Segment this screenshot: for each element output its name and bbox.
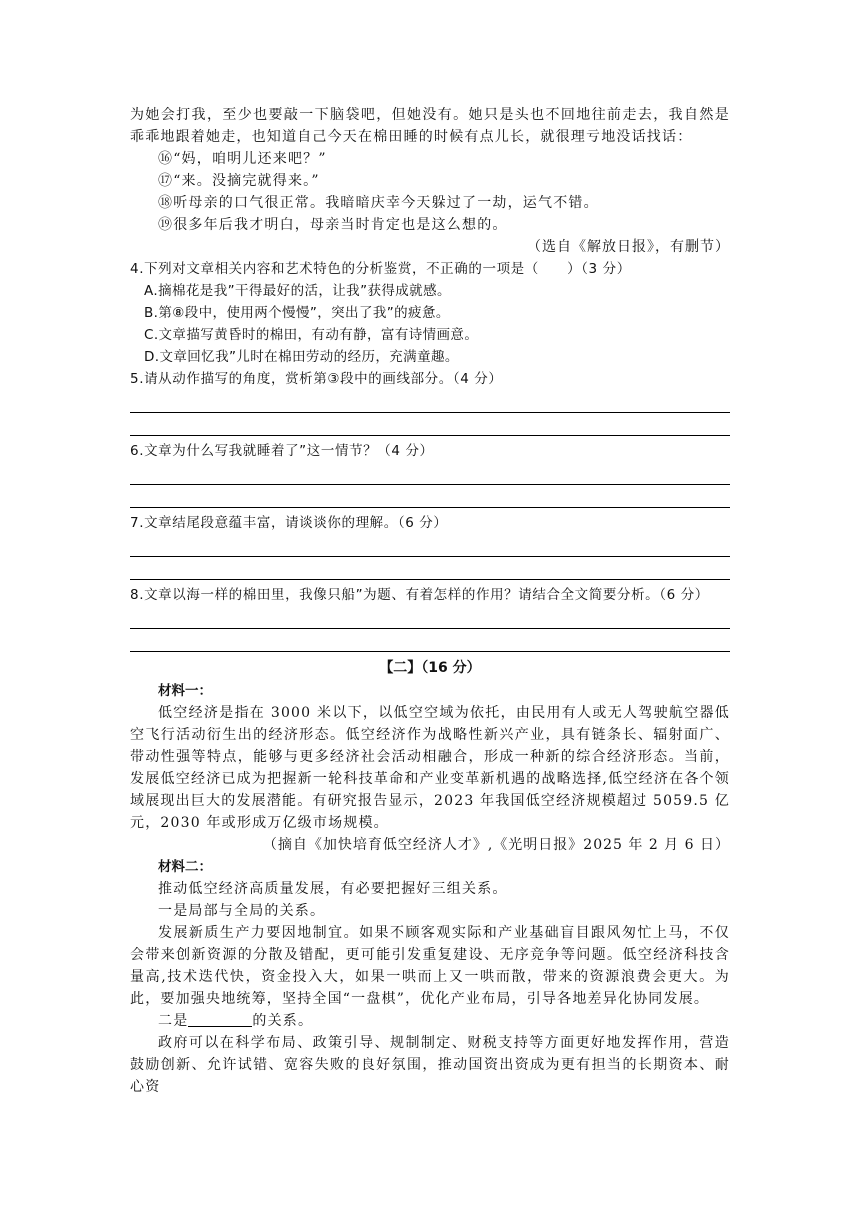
passage-source: （选自《解放日报》，有删节） xyxy=(527,239,730,255)
question-4: 4.下列对文章相关内容和艺术特色的分析鉴赏，不正确的一项是（ ）（3 分） xyxy=(130,261,631,277)
answer-line[interactable] xyxy=(130,485,730,508)
question-5: 5.请从动作描写的角度，赏析第③段中的画线部分。（4 分） xyxy=(130,371,503,387)
material-1-label: 材料一： xyxy=(158,683,212,699)
passage-paragraph-cont: 为她会打我，至少也要敲一下脑袋吧，但她没有。她只是头也不回地往前走去，我自然是乖乖地跟着她走，也知道自己今天在棉田睡的时候有点儿长，就很理亏地没话找话： xyxy=(130,107,730,145)
section-2-heading: 【二】（16 分） xyxy=(379,660,481,676)
question-4-option-b: B.第⑧段中，使用两个慢慢”，突出了我”的疲惫。 xyxy=(144,305,450,321)
passage-paragraph-16: ⑯“妈，咱明儿还来吧？” xyxy=(158,151,327,167)
question-6: 6.文章为什么写我就睡着了”这一情节？（4 分） xyxy=(130,443,434,459)
fill-suffix: 的关系。 xyxy=(252,1013,314,1029)
material-2-paragraph-2: 一是局部与全局的关系。 xyxy=(158,903,326,919)
question-4-option-a: A.摘棉花是我”干得最好的活，让我”获得成就感。 xyxy=(144,283,451,299)
material-2-paragraph-4 xyxy=(130,1010,730,1032)
answer-line[interactable] xyxy=(130,413,730,436)
material-2-paragraph-1: 推动低空经济高质量发展，有必要把握好三组关系。 xyxy=(158,881,508,897)
answer-line[interactable] xyxy=(130,629,730,652)
material-1-source: （摘自《加快培育低空经济人才》,《光明日报》2025 年 2 月 6 日） xyxy=(262,837,730,853)
question-8: 8.文章以海一样的棉田里，我像只船”为题、有着怎样的作用？请结合全文简要分析。（6 分） xyxy=(130,587,709,603)
question-4-option-c: C.文章描写黄昏时的棉田，有动有静，富有诗情画意。 xyxy=(144,327,479,343)
answer-line[interactable] xyxy=(130,534,730,557)
material-1-text: 低空经济是指在 3000 米以下，以低空空域为依托，由民用有人或无人驾驶航空器低空飞行活动衍生出的经济形态。低空经济作为战略性新兴产业，具有链条长、辐射面广、带动性强等特点，能够与更多经济社会活动相融合，形成一种新的综合经济形态。当前，发展低空经济已成为把握新一轮科技革命和产业变革新机遇的战略选择,低空经济在各个领域展现出巨大的发展潜能。有研究报告显示，2023 年我国低空经济规模超过 5059.5 亿元，2030 年或形成万亿级市场规模。 xyxy=(130,705,730,831)
fill-prefix: 二是 xyxy=(158,1013,189,1029)
material-2-label: 材料二： xyxy=(158,859,212,875)
passage-paragraph-19: ⑲很多年后我才明白，母亲当时肯定也是这么想的。 xyxy=(158,217,508,233)
material-2-paragraph-3: 发展新质生产力要因地制宜。如果不顾客观实际和产业基础盲目跟风匆忙上马，不仅会带来创新资源的分散及错配，更可能引发重复建设、无序竞争等问题。低空经济科技含量高,技术迭代快，资金投入大，如果一哄而上又一哄而散，带来的资源浪费会更大。为此，要加强央地统筹，坚持全国“一盘棋”，优化产业布局，引导各地差异化协同发展。 xyxy=(130,925,730,1007)
fill-in-blank[interactable] xyxy=(188,1012,252,1027)
question-7: 7.文章结尾段意蕴丰富，请谈谈你的理解。（6 分） xyxy=(130,515,448,531)
answer-line[interactable] xyxy=(130,606,730,629)
passage-paragraph-17: ⑰“来。没摘完就得来。” xyxy=(158,173,320,189)
question-4-option-d: D.文章回忆我”儿时在棉田劳动的经历，充满童趣。 xyxy=(144,349,459,365)
material-2-paragraph-5: 政府可以在科学布局、政策引导、规制制定、财税支持等方面更好地发挥作用，营造鼓励创新、允许试错、宽容失败的良好氛围，推动国资出资成为更有担当的长期资本、耐心资 xyxy=(130,1035,730,1095)
answer-line[interactable] xyxy=(130,462,730,485)
answer-line[interactable] xyxy=(130,557,730,580)
exam-page xyxy=(130,104,730,1098)
passage-paragraph-18: ⑱听母亲的口气很正常。我暗暗庆幸今天躲过了一劫，运气不错。 xyxy=(158,195,599,211)
answer-line[interactable] xyxy=(130,390,730,413)
